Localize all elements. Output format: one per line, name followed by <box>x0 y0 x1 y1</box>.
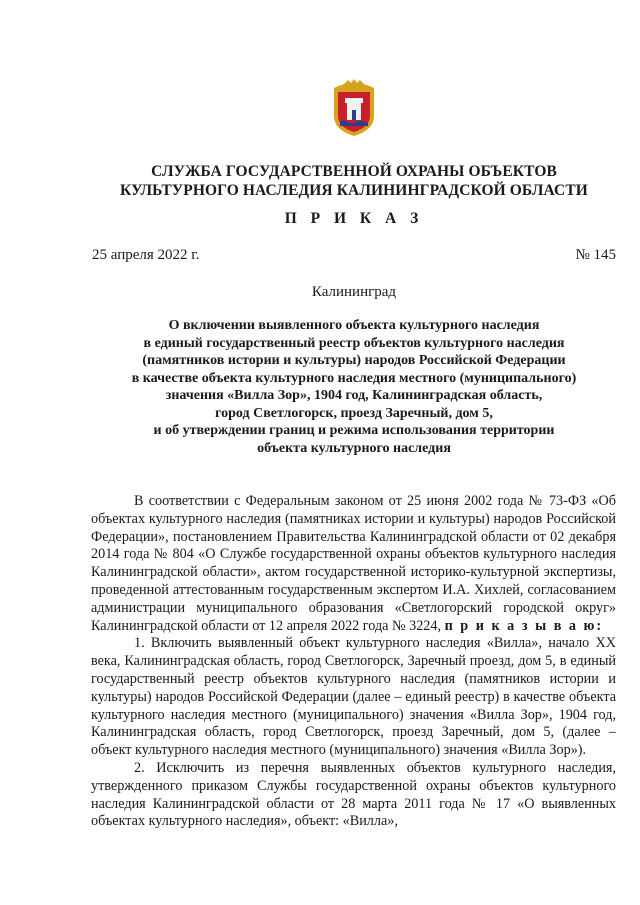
coat-of-arms-emblem <box>328 78 380 138</box>
subject-line: и об утверждении границ и режима использования территории <box>153 423 555 438</box>
subject-line: в качестве объекта культурного наследия местного (муниципального) <box>131 370 577 386</box>
order-subject <box>98 317 610 457</box>
subject-line: (памятников истории и культуры) народов Российской Федерации <box>142 353 566 368</box>
item-1-paragraph: 1. Включить выявленный объект культурного наследия «Вилла», начало XX века, Калининградская область, город Светлогорск, Заречный проезд, дом 5, в единый государственный реестр объектов культурного наследия (памятников истории и культуры) народов Российской Федерации (далее – единый реестр) в качестве объекта культурного наследия местного (муниципального) значения «Вилла Зор», 1904 год, Калининградская область, город Светлогорск, проезд Заречный, дом 5, (далее – объект культурного наследия местного (муниципального) значения «Вилла Зор»). <box>91 635 616 759</box>
order-number: № 145 <box>575 247 616 263</box>
subject-line: значения «Вилла Зор», 1904 год, Калининградская область, <box>165 388 543 403</box>
document-type-title: П Р И К А З <box>284 210 424 227</box>
order-body <box>91 493 616 831</box>
agency-name <box>80 162 628 200</box>
intro-paragraph <box>91 493 616 635</box>
order-date: 25 апреля 2022 г. <box>92 247 200 263</box>
subject-line: в единый государственный реестр объектов культурного наследия <box>143 335 565 351</box>
intro-text: В соответствии с Федеральным законом от 25 июня 2002 года № 73-ФЗ «Об объектах культурного наследия (памятниках истории и культуры) народов Российской Федерации», постановлением Правительства Калининградской области от 02 декабря 2014 года № 804 «О Службе государственной охраны объектов культурного наследия Калининградской области», актом государственной историко-культурной экспертизы, проведенной аттестованным государственным экспертом И.А. Хихлей, согласованием администрации муниципального образования «Светлогорский городской округ» Калининградской области от 12 апреля 2022 года № 3224, <box>91 493 616 634</box>
agency-name-line-2: КУЛЬТУРНОГО НАСЛЕДИЯ КАЛИНИНГРАДСКОЙ ОБЛАСТИ <box>120 182 588 199</box>
subject-line: объекта культурного наследия <box>257 440 451 456</box>
issue-city: Калининград <box>311 284 397 300</box>
item-2-paragraph: 2. Исключить из перечня выявленных объектов культурного наследия, утвержденного приказом Службы государственной охраны объектов культурного наследия Калининградской области от 28 марта 2011 года № 17 «О выявленных объектах культурного наследия», объект: «Вилла», <box>91 759 616 830</box>
date-number-row <box>92 247 616 264</box>
agency-name-line-1: СЛУЖБА ГОСУДАРСТВЕННОЙ ОХРАНЫ ОБЪЕКТОВ <box>151 163 557 180</box>
subject-line: О включении выявленного объекта культурного наследия <box>168 318 540 333</box>
decree-word: п р и к а з ы в а ю: <box>444 617 604 634</box>
subject-line: город Светлогорск, проезд Заречный, дом 5, <box>215 405 493 421</box>
